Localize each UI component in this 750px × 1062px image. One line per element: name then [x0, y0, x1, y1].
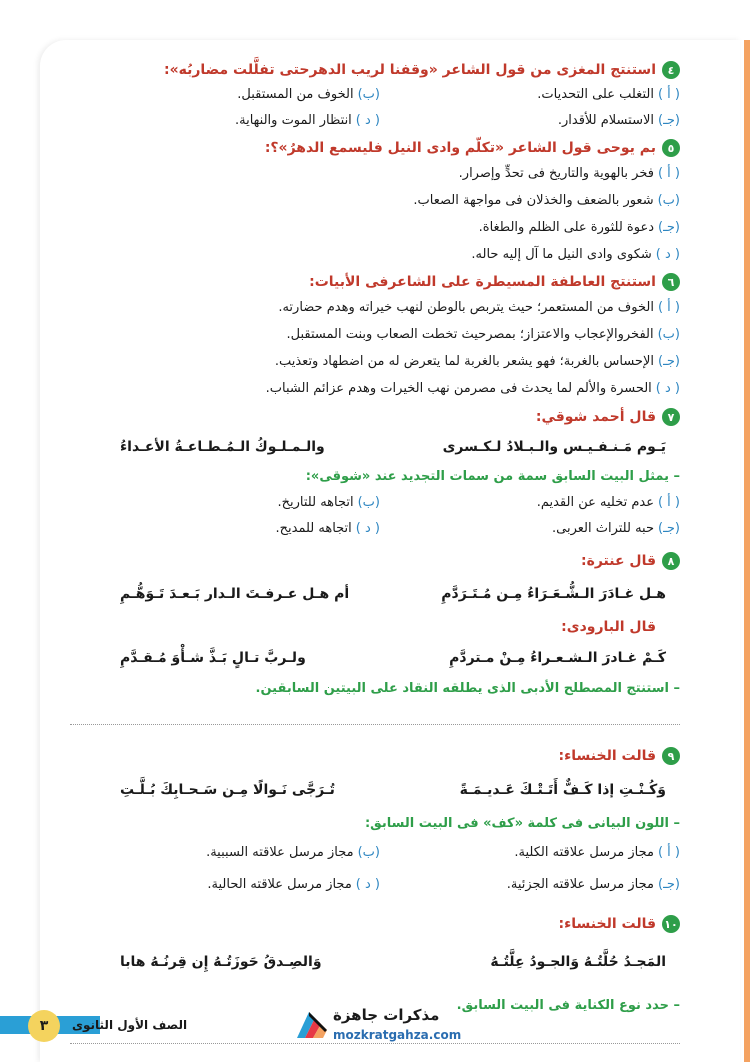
question-5 — [80, 136, 680, 268]
question-number: ٥ — [662, 139, 680, 157]
option[interactable]: ( أ )فخر بالهوية والتاريخ فى تحدٍّ وإصرار. — [458, 166, 680, 181]
brand-name: مذكرات جاهزة — [333, 1006, 440, 1024]
question-number: ١٠ — [662, 915, 680, 933]
question-number: ٨ — [662, 552, 680, 570]
option[interactable]: (جـ)مجاز مرسل علاقته الجزئية. — [506, 877, 680, 892]
option[interactable]: (جـ)الإحساس بالغربة؛ فهو يشعر بالغربة لما يتعرض له من اضطهاد وتعذيب. — [274, 354, 680, 369]
page-footer — [0, 998, 750, 1062]
question-number: ٩ — [662, 747, 680, 765]
question-4 — [80, 58, 680, 134]
page-edge-bar — [744, 40, 750, 1062]
option[interactable]: (جـ)حبه للتراث العربى. — [551, 521, 680, 536]
poet-heading: قال البارودى: — [561, 619, 656, 635]
verse: يَـوم مَـنـفـيـس والـبـلادُ لـكـسرى والـمـلـوكُ الـمُـطـاعـةُ الأعـداءُ — [120, 439, 666, 455]
question-6 — [80, 270, 680, 402]
question-text: استنتج العاطفة المسيطرة على الشاعرفى الأبيات: — [309, 274, 656, 290]
question-number: ٧ — [662, 408, 680, 426]
option[interactable]: ( أ )مجاز مرسل علاقته الكلية. — [514, 845, 680, 860]
option[interactable]: (جـ)دعوة للثورة على الظلم والطغاة. — [478, 220, 680, 235]
verse: هـل غـادَرَ الـشُّـعَـرَاءُ مِـن مُـتَـرَدَّمِ أم هـل عـرفـتَ الـدار بَـعـدَ تَـوَهُّـمِ — [120, 586, 666, 602]
option[interactable]: (ب)مجاز مرسل علاقته السببية. — [206, 845, 380, 860]
option[interactable]: ( د )انتظار الموت والنهاية. — [234, 113, 380, 128]
option[interactable]: ( د )اتجاهه للمديح. — [275, 521, 380, 536]
question-7 — [80, 404, 680, 542]
verse: كَـمْ غـادرَ الـشـعـراءُ مِـنْ مـتردَّمِ ولـربَّ تـالٍ بَـذَّ شـأْوَ مُـقـدَّمِ — [120, 650, 666, 666]
sub-question: – حدد نوع الكناية فى البيت السابق. — [456, 998, 680, 1013]
option[interactable]: ( أ )الخوف من المستعمر؛ حيث يتربص بالوطن لنهب خيراته وهدم حضارته. — [278, 300, 680, 315]
option[interactable]: ( د )الحسرة والألم لما يحدث فى مصرمن نهب الخيرات وهدم عزائم الشباب. — [265, 381, 680, 396]
question-9 — [80, 743, 680, 901]
option[interactable]: (ب)اتجاهه للتاريخ. — [277, 495, 380, 510]
sub-question: – يمثل البيت السابق سمة من سمات التجديد عند «شوقى»: — [305, 469, 680, 484]
sub-question: – اللون البيانى فى كلمة «كف» فى البيت السابق: — [364, 816, 680, 831]
poet-heading: قالت الخنساء: — [558, 916, 656, 932]
option[interactable]: (ب)شعور بالضعف والخذلان فى مواجهة الصعاب. — [413, 193, 680, 208]
option[interactable]: ( د )مجاز مرسل علاقته الحالية. — [207, 877, 380, 892]
option[interactable]: ( د )شكوى وادى النيل ما آل إليه حاله. — [471, 247, 680, 262]
verse: وَكُـنْـتِ إذا كَـفٌّ أَتَـتْـكَ عَـديـمَـةً تُـرَجَّى نَـوالًا مِـن سَـحـابِكَ بُـلَّـتِ — [120, 782, 666, 798]
question-number: ٦ — [662, 273, 680, 291]
verse: المَجـدُ حُلَّتُـهُ وَالجـودُ عِلَّتُـهُ وَالصِـدقُ حَوزَتُـهُ إِن قِرنُـهُ هابا — [120, 954, 666, 970]
grade-label: الصف الأول الثانوى — [72, 1018, 188, 1032]
question-8 — [80, 548, 680, 725]
option[interactable]: (ب)الخوف من المستقبل. — [237, 87, 380, 102]
brand-url[interactable]: mozkratgahza.com — [333, 1028, 462, 1042]
brand-logo-icon — [295, 1008, 329, 1042]
questions-content — [80, 58, 680, 1044]
poet-heading: قالت الخنساء: — [558, 748, 656, 764]
poet-heading: قال عنترة: — [580, 553, 656, 569]
question-text: بم يوحى قول الشاعر «تكلّم وادى النيل فليسمع الدهرُ»؟: — [264, 140, 656, 156]
page-number: ٣ — [28, 1010, 60, 1042]
question-text: استنتج المغزى من قول الشاعر «وقفنا لريب الدهرحتى تفلَّلت مضاربُه»: — [163, 62, 656, 78]
question-number: ٤ — [662, 61, 680, 79]
option[interactable]: (جـ)الاستسلام للأقدار. — [557, 113, 680, 128]
option[interactable]: (ب)الفخروالإعجاب والاعتزاز؛ بمصرحيث تخطت الصعاب وبنت المستقبل. — [286, 327, 680, 342]
sub-question: – استنتج المصطلح الأدبى الذى يطلقه النقاد على البيتين السابقين. — [255, 681, 680, 696]
option[interactable]: ( أ )التغلب على التحديات. — [537, 87, 680, 102]
answer-line[interactable] — [70, 710, 680, 725]
brand-logo — [295, 1002, 475, 1054]
poet-heading: قال أحمد شوقي: — [535, 409, 656, 425]
option[interactable]: ( أ )عدم تخليه عن القديم. — [536, 495, 680, 510]
